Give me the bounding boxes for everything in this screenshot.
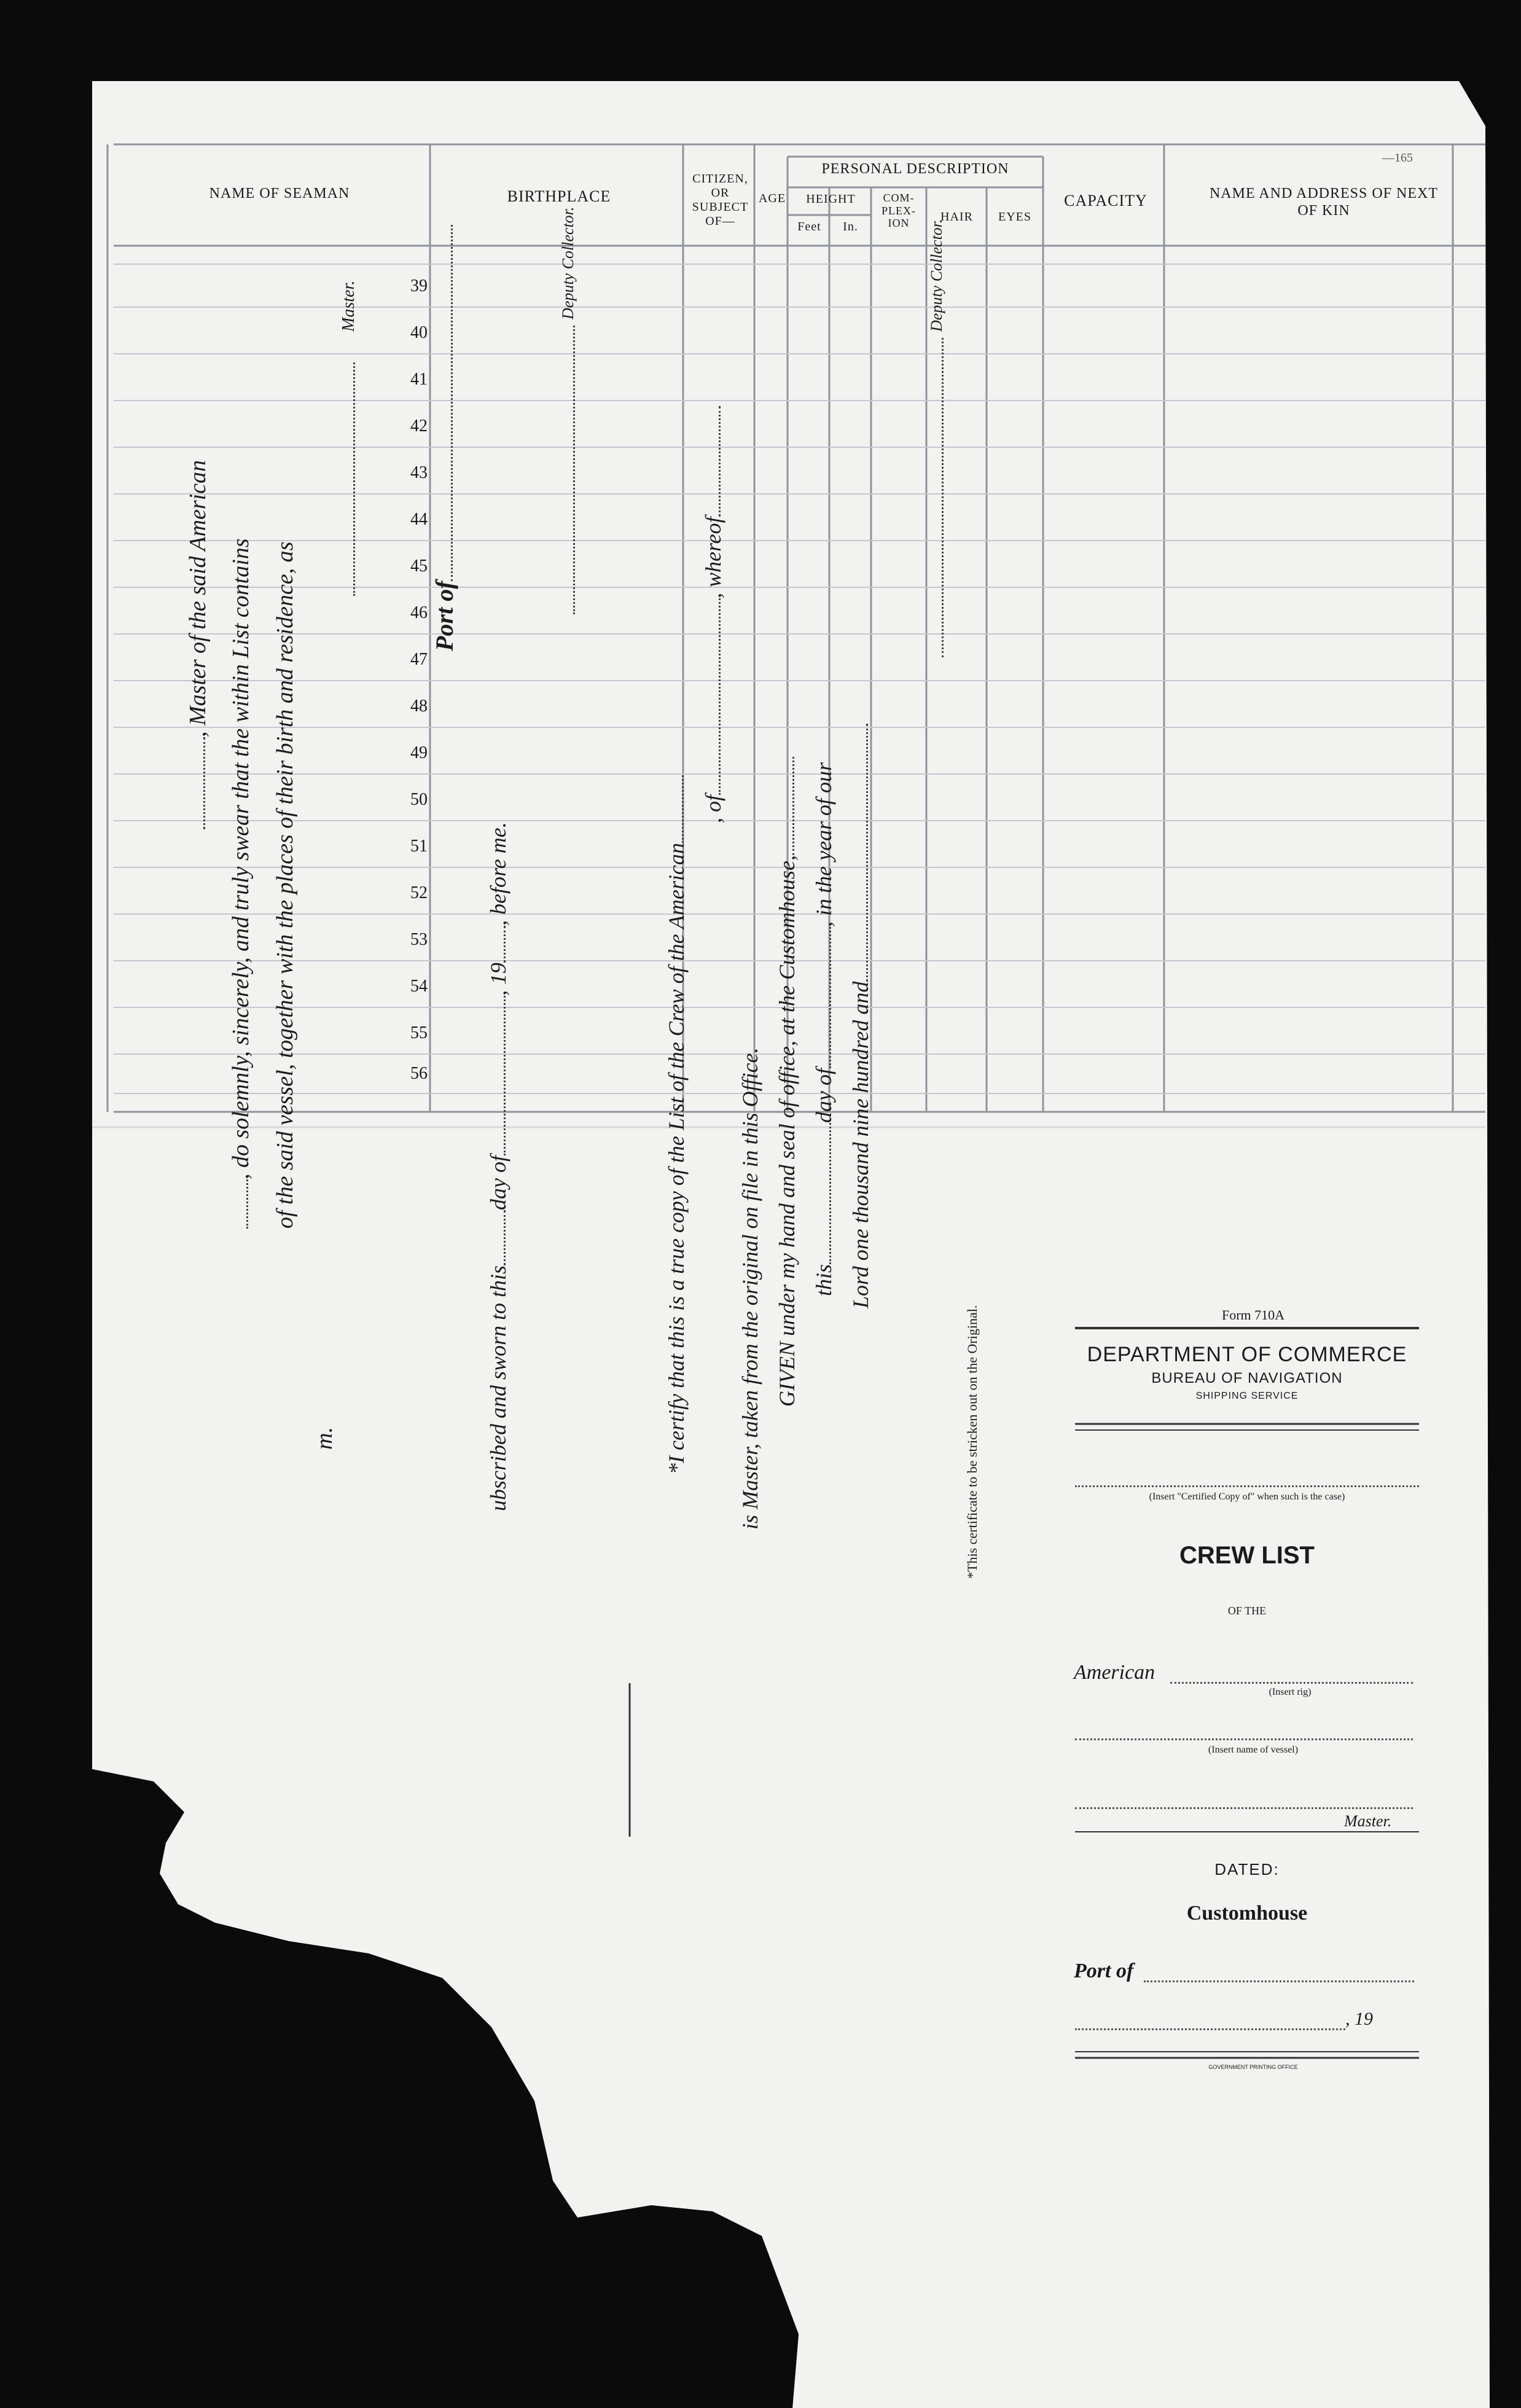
port-of-label: Port of (431, 580, 458, 651)
row-number: 47 (410, 650, 428, 669)
bureau-title: BUREAU OF NAVIGATION (1151, 1370, 1343, 1386)
certify-line-a: *I certify that this is a true copy of the List of the Crew of the American (664, 843, 689, 1474)
year-label: , 19 (1345, 2009, 1373, 2029)
date-blank (1075, 2028, 1345, 2030)
insert-vessel-note: (Insert name of vessel) (1208, 1745, 1299, 1755)
row-number: 54 (410, 977, 428, 996)
this-line-c: , in the year of our (811, 762, 836, 927)
header-capacity: CAPACITY (1064, 192, 1148, 209)
of-the-label: OF THE (1227, 1605, 1267, 1617)
row-number: 42 (410, 416, 428, 436)
deputy-collector-label-2: Deputy Collector. (928, 219, 945, 332)
row-number: 52 (410, 883, 428, 902)
rig-blank (1170, 1682, 1413, 1684)
row-number: 40 (410, 323, 428, 342)
service-title: SHIPPING SERVICE (1195, 1391, 1299, 1401)
header-birthplace: BIRTHPLACE (507, 187, 611, 205)
row-number: 49 (410, 743, 428, 762)
subscribed-line-d: , before me. (486, 822, 510, 926)
customhouse-label: Customhouse (1186, 1902, 1308, 1925)
header-name-of-seaman: NAME OF SEAMAN (209, 186, 350, 201)
header-inches: In. (843, 220, 858, 233)
header-height: HEIGHT (806, 192, 856, 206)
crew-list-title: CREW LIST (1179, 1542, 1315, 1569)
deputy-collector-label-1: Deputy Collector. (559, 206, 577, 319)
oath-certificate (166, 117, 1149, 1579)
lord-line: Lord one thousand nine hundred and (848, 981, 873, 1308)
row-number: 55 (410, 1023, 428, 1042)
certify-line-b: , of (701, 794, 725, 823)
header-next-of-kin: NAME AND ADDRESS OF NEXT OF KIN (1209, 186, 1439, 219)
header-citizen: CITIZEN, OR SUBJECT OF— (692, 172, 749, 228)
row-number: 51 (410, 837, 428, 856)
vessel-name-blank (1075, 1738, 1413, 1740)
american-label: American (1074, 1661, 1155, 1684)
corner-mark: —165 (1382, 151, 1413, 165)
header-age: AGE (758, 192, 786, 205)
master-signature-label: Master. (339, 280, 358, 332)
certify-line-c: , whereof (701, 517, 725, 598)
oath-line-3: of the said vessel, together with the places of their birth and residence, as (272, 541, 298, 1229)
subscribed-line-a: ubscribed and sworn to this (486, 1265, 510, 1511)
header-complexion: COM- PLEX- ION (882, 192, 916, 230)
certified-copy-blank (1075, 1485, 1419, 1487)
certify-line-d: is Master, taken from the original on file in this Office. (738, 1047, 762, 1530)
given-line: GIVEN under my hand and seal of office, at the Customhouse, (775, 855, 799, 1407)
subscribed-line-b: day of (486, 1155, 510, 1210)
dated-label: DATED: (1214, 1860, 1280, 1878)
certificate-footnote: *This certificate to be stricken out on the Original. (964, 1305, 980, 1579)
header-personal-description: PERSONAL DESCRIPTION (821, 161, 1009, 177)
insert-copy-note: (Insert "Certified Copy of" when such is the case) (1149, 1491, 1345, 1502)
oath-line-2: , do solemnly, sincerely, and truly swear that the within List contains (228, 538, 254, 1179)
row-number: 44 (410, 510, 428, 529)
header-hair: HAIR (940, 210, 973, 224)
this-line-a: this (811, 1264, 836, 1296)
department-title: DEPARTMENT OF COMMERCE (1087, 1343, 1407, 1366)
header-feet: Feet (797, 220, 821, 233)
row-number: 45 (410, 557, 428, 576)
row-number: 46 (410, 603, 428, 622)
insert-rig-note: (Insert rig) (1269, 1687, 1312, 1697)
form-number: Form 710A (1221, 1307, 1285, 1323)
oath-line-4: m. (311, 1427, 337, 1450)
row-number: 50 (410, 790, 428, 809)
header-eyes: EYES (998, 210, 1031, 224)
this-line-b: day of (811, 1068, 836, 1123)
subscribed-line-c: , 19 (486, 962, 510, 996)
port-blank (1144, 1980, 1414, 1982)
row-number: 48 (410, 697, 428, 716)
row-number: 53 (410, 930, 428, 949)
master-blank (1075, 1807, 1413, 1809)
cover-port-of-label: Port of (1074, 1960, 1134, 1982)
master-label: Master. (1344, 1812, 1392, 1830)
row-number: 39 (410, 276, 428, 295)
row-number: 41 (410, 370, 428, 389)
row-number: 43 (410, 463, 428, 482)
printer-imprint: GOVERNMENT PRINTING OFFICE (1208, 2064, 1298, 2070)
oath-line-1: , Master of the said American (185, 459, 211, 737)
row-number: 56 (410, 1064, 428, 1083)
